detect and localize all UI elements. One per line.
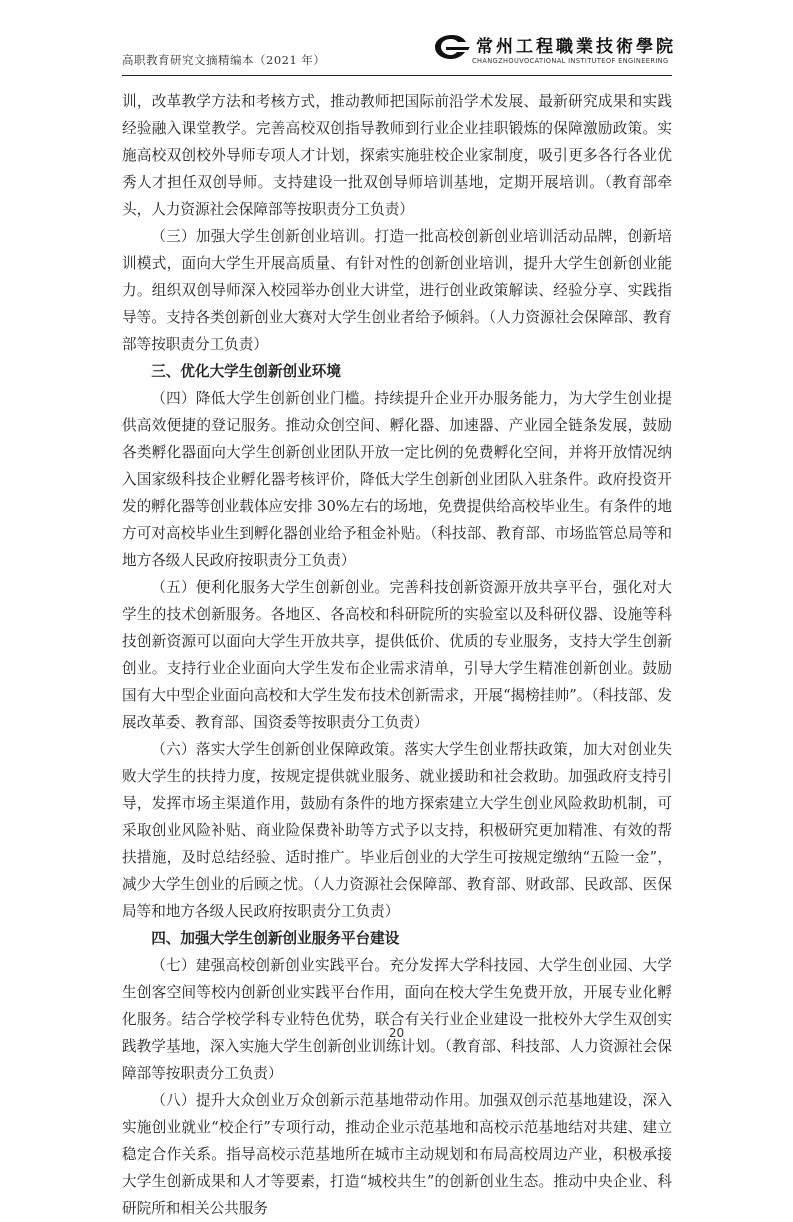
body-paragraph: 训，改革教学方法和考核方式，推动教师把国际前沿学术发展、最新研究成果和实践经验融入课堂教学。完善高校双创指导教师到行业企业挂职锻炼的保障激励政策。实施高校双创校外导师专项人才计划，探索实施驻校企业家制度，吸引更多各行各业优秀人才担任双创导师。支持建设一批双创导师培训基地，定期开展培训。（教育部牵头，人力资源社会保障部等按职责分工负责） [122,93,672,218]
logo-emblem-icon [432,32,472,62]
body-paragraph: （八）提升大众创业万众创新示范基地带动作用。加强双创示范基地建设，深入实施创业就业“校企行”专项行动，推动企业示范基地和高校示范基地结对共建、建立稳定合作关系。指导高校示范基地所在城市主动规划和布局高校周边产业，积极承接大学生创新成果和人才等要素，打造“城校共生”的创新创业生态。推动中央企业、科研院所和相关公共服务 [122,1092,672,1217]
body-paragraph: （三）加强大学生创新创业培训。打造一批高校创新创业培训活动品牌，创新培训模式，面向大学生开展高质量、有针对性的创新创业培训，提升大学生创新创业能力。组织双创导师深入校园举办创业大讲堂，进行创业政策解读、经验分享、实践指导等。支持各类创新创业大赛对大学生创业者给予倾斜。（人力资源社会保障部、教育部等按职责分工负责） [122,228,672,353]
document-body [122,88,672,1222]
logo-english-name: CHANGZHOUVOCATIONAL INSTITUTEOF ENGINEERING [472,57,669,65]
body-paragraph: （四）降低大学生创新创业门槛。持续提升企业开办服务能力，为大学生创业提供高效便捷的登记服务。推动众创空间、孵化器、加速器、产业园全链条发展，鼓励各类孵化器面向大学生创新创业团队开放一定比例的免费孵化空间，并将开放情况纳入国家级科技企业孵化器考核评价，降低大学生创新创业团队入驻条件。政府投资开发的孵化器等创业载体应安排 30%左右的场地，免费提供给高校毕业生。有条件的地方可对高校毕业生到孵化器创业给予租金补贴。（科技部、教育部、市场监管总局等和地方各级人民政府按职责分工负责） [122,390,672,569]
college-logo [432,30,676,72]
body-paragraph: （五）便利化服务大学生创新创业。完善科技创新资源开放共享平台，强化对大学生的技术创新服务。各地区、各高校和科研院所的实验室以及科研仪器、设施等科技创新资源可以面向大学生开放共享，提供低价、优质的专业服务，支持大学生创新创业。支持行业企业面向大学生发布企业需求清单，引导大学生精准创新创业。鼓励国有大中型企业面向高校和大学生发布技术创新需求，开展“揭榜挂帅”。（科技部、发展改革委、教育部、国资委等按职责分工负责） [122,579,672,731]
logo-chinese-name: 常州工程職業技術學院 [476,37,676,57]
body-paragraph: （六）落实大学生创新创业保障政策。落实大学生创业帮扶政策，加大对创业失败大学生的扶持力度，按规定提供就业服务、就业援助和社会救助。加强政府支持引导，发挥市场主渠道作用，鼓励有条件的地方探索建立大学生创业风险救助机制，可采取创业风险补贴、商业险保费补助等方式予以支持，积极研究更加精准、有效的帮扶措施，及时总结经验、适时推广。毕业后创业的大学生可按规定缴纳“五险一金”，减少大学生创业的后顾之忧。（人力资源社会保障部、教育部、财政部、民政部、医保局等和地方各级人民政府按职责分工负责） [122,741,672,920]
body-paragraph: （七）建强高校创新创业实践平台。充分发挥大学科技园、大学生创业园、大学生创客空间等校内创新创业实践平台作用，面向在校大学生免费开放，开展专业化孵化服务。结合学校学科专业特色优势，联合有关行业企业建设一批校外大学生双创实践教学基地，深入实施大学生创新创业训练计划。（教育部、科技部、人力资源社会保障部等按职责分工负责） [122,957,672,1082]
header-title: 高职教育研究文摘精编本（2021 年） [122,53,326,67]
page-header [122,28,676,76]
page-number: 20 [388,1026,405,1040]
section-heading: 四、加强大学生创新创业服务平台建设 [151,930,400,947]
section-heading: 三、优化大学生创新创业环境 [151,363,341,380]
header-divider [122,75,672,76]
